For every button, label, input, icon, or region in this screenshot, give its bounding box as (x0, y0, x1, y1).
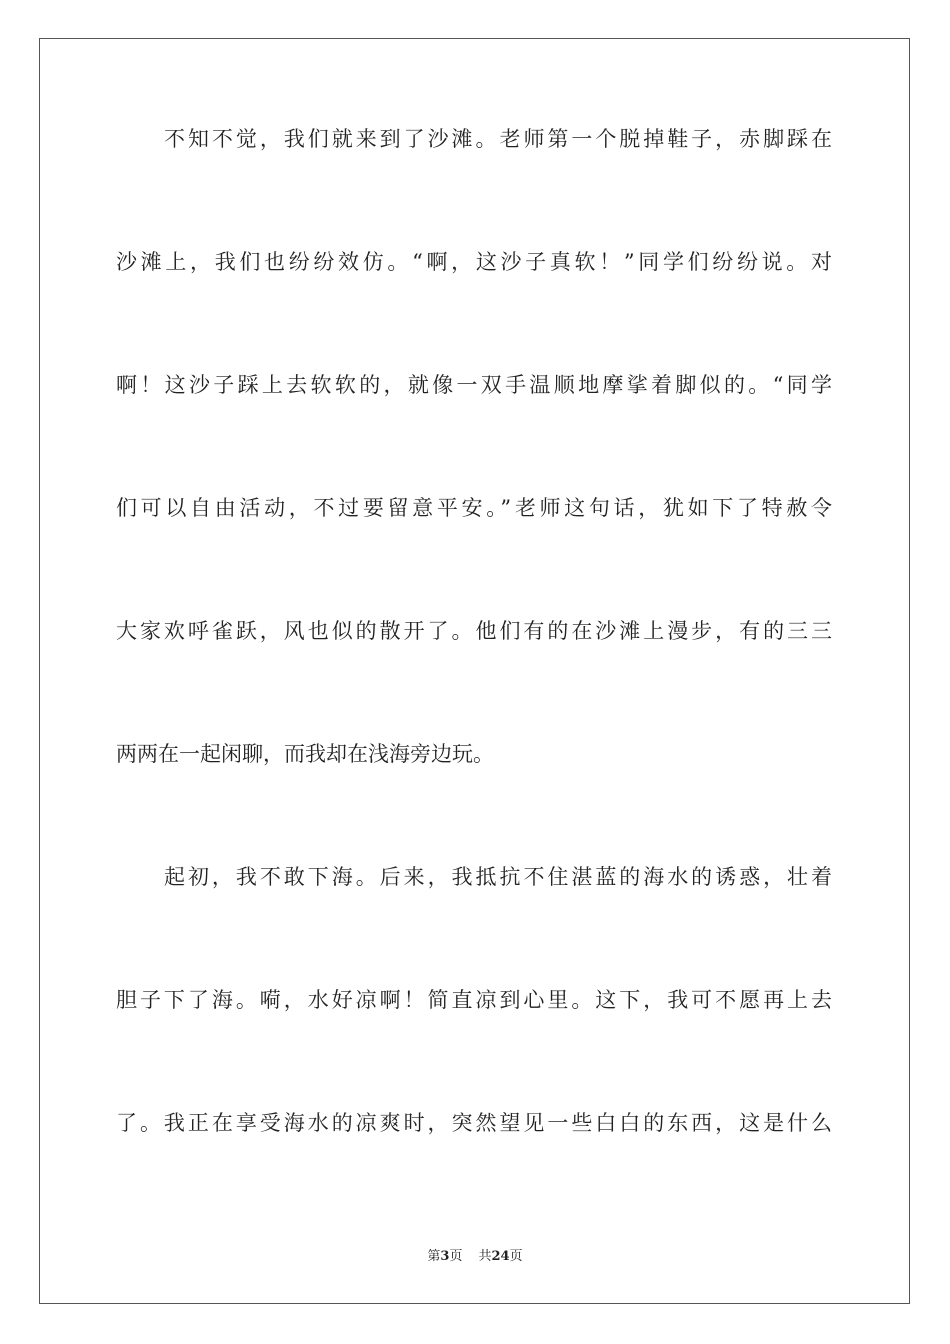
paragraph-line: 们可以自由活动，不过要留意平安。”老师这句话，犹如下了特赦令 (116, 496, 832, 520)
page-number: 3 (440, 1249, 450, 1264)
page-label-suffix: 页 (449, 1249, 463, 1264)
paragraph-line: 胆子下了海。嗬，水好凉啊！简直凉到心里。这下，我可不愿再上去 (116, 988, 832, 1012)
paragraph-line: 沙滩上，我们也纷纷效仿。“啊，这沙子真软！”同学们纷纷说。对 (116, 250, 832, 274)
paragraph-line: 不知不觉，我们就来到了沙滩。老师第一个脱掉鞋子，赤脚踩在 (164, 127, 832, 151)
paragraph-line: 了。我正在享受海水的凉爽时，突然望见一些白白的东西，这是什么 (116, 1111, 832, 1135)
paragraph-line: 两两在一起闲聊，而我却在浅海旁边玩。 (116, 742, 494, 766)
total-label-suffix: 页 (509, 1249, 523, 1264)
page-label-prefix: 第 (427, 1249, 441, 1264)
paragraph-line: 啊！这沙子踩上去软软的，就像一双手温顺地摩挲着脚似的。“同学 (116, 373, 832, 397)
page-footer (0, 1248, 950, 1266)
total-pages: 24 (491, 1249, 510, 1264)
total-label-prefix: 共 (478, 1249, 492, 1264)
paragraph-line: 起初，我不敢下海。后来，我抵抗不住湛蓝的海水的诱惑，壮着 (164, 865, 832, 889)
paragraph-line: 大家欢呼雀跃，风也似的散开了。他们有的在沙滩上漫步，有的三三 (116, 619, 832, 643)
